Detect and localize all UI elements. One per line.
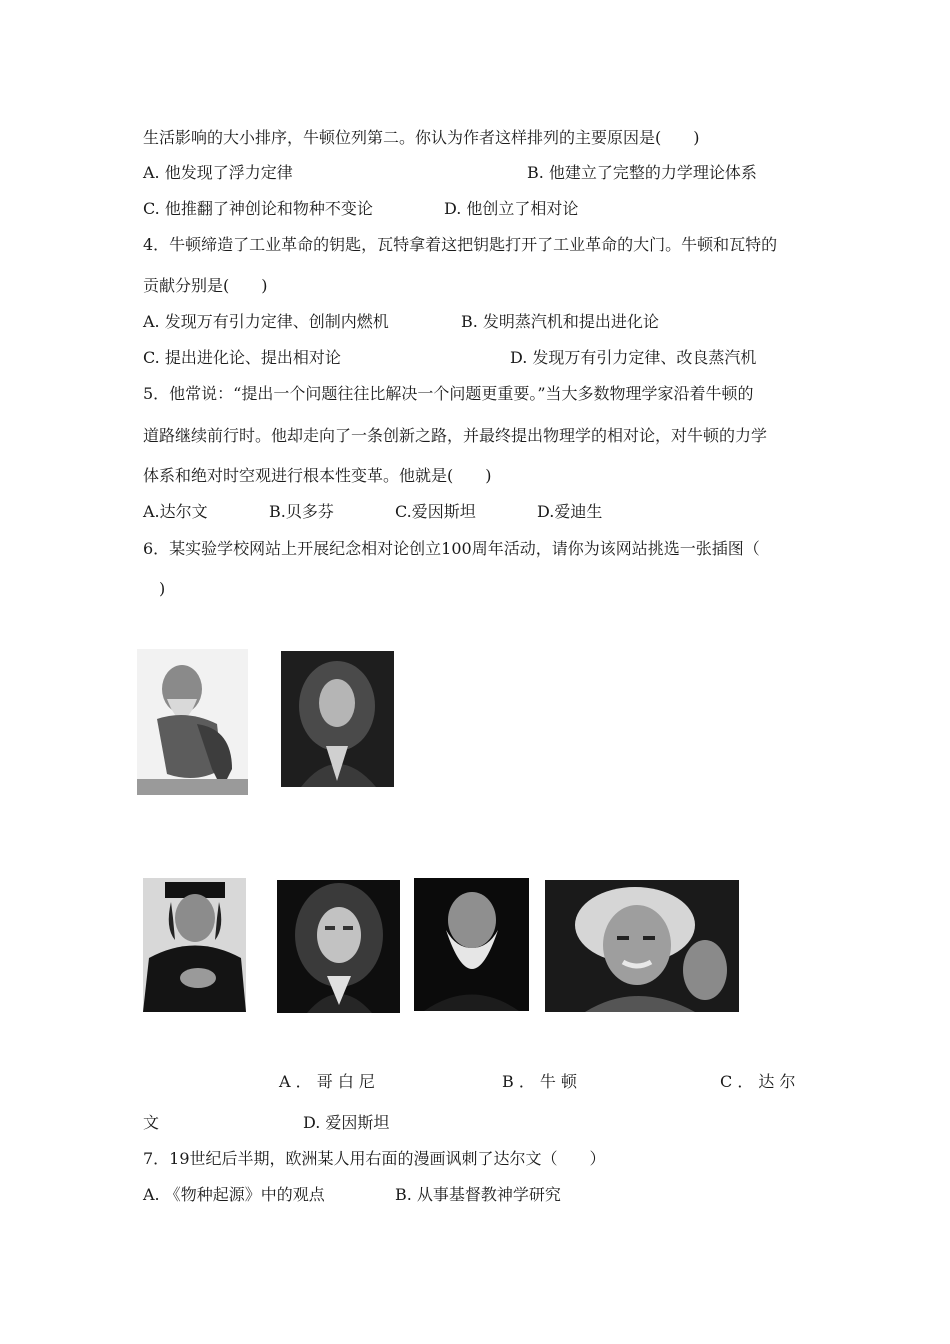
question-5-option-a: A.达尔文 [143, 502, 208, 521]
question-6-option-d: D. 爱因斯坦 [303, 1113, 390, 1132]
question-4-stem-line1: 4．牛顿缔造了工业革命的钥匙，瓦特拿着这把钥匙打开了工业革命的大门。牛顿和瓦特的 [143, 235, 778, 254]
newton-portrait-image [277, 880, 400, 1013]
newton-wig-portrait-image [281, 651, 394, 787]
question-3-option-d: D. 他创立了相对论 [444, 199, 579, 218]
question-5-stem-line1: 5．他常说：“提出一个问题往往比解决一个问题更重要。”当大多数物理学家沿着牛顿的 [143, 384, 754, 403]
question-4-stem-line2: 贡献分别是( ) [143, 276, 268, 295]
question-6-option-a: A ． 哥 白 尼 [279, 1072, 375, 1091]
question-3-option-c: C. 他推翻了神创论和物种不变论 [143, 199, 373, 218]
question-5-stem-line2: 道路继续前行时。他却走向了一条创新之路，并最终提出物理学的相对论，对牛顿的力学 [143, 426, 768, 445]
question-7-option-b: B. 从事基督教神学研究 [395, 1185, 561, 1204]
darwin-ape-cartoon-image [137, 649, 248, 795]
darwin-portrait-image [414, 878, 529, 1011]
question-5-option-c: C.爱因斯坦 [395, 502, 476, 521]
question-3-stem-continued: 生活影响的大小排序，牛顿位列第二。你认为作者这样排列的主要原因是( ) [143, 128, 700, 147]
einstein-portrait-image [545, 880, 739, 1012]
question-5-option-b: B.贝多芬 [269, 502, 334, 521]
question-4-option-c: C. 提出进化论、提出相对论 [143, 348, 341, 367]
question-4-option-a: A. 发现万有引力定律、创制内燃机 [143, 312, 389, 331]
question-7-option-a: A. 《物种起源》中的观点 [143, 1185, 325, 1204]
question-6-stem-line1: 6．某实验学校网站上开展纪念相对论创立100周年活动，请你为该网站挑选一张插图（ [143, 539, 760, 558]
question-6-option-b: B ． 牛 顿 [502, 1072, 578, 1091]
question-3-option-a: A. 他发现了浮力定律 [143, 163, 293, 182]
question-6-option-c: C ． 达 尔 [720, 1072, 796, 1091]
copernicus-portrait-image [143, 878, 246, 1012]
question-3-option-b: B. 他建立了完整的力学理论体系 [527, 163, 757, 182]
question-5-stem-line3: 体系和绝对时空观进行根本性变革。他就是( ) [143, 466, 492, 485]
question-5-option-d: D.爱迪生 [537, 502, 603, 521]
question-6-stem-line2: ) [143, 579, 166, 598]
question-6-option-c-continued: 文 [143, 1113, 160, 1132]
question-7-stem: 7．19世纪后半期，欧洲某人用右面的漫画讽刺了达尔文（ ） [143, 1149, 606, 1168]
question-4-option-b: B. 发明蒸汽机和提出进化论 [461, 312, 659, 331]
question-4-option-d: D. 发现万有引力定律、改良蒸汽机 [510, 348, 757, 367]
